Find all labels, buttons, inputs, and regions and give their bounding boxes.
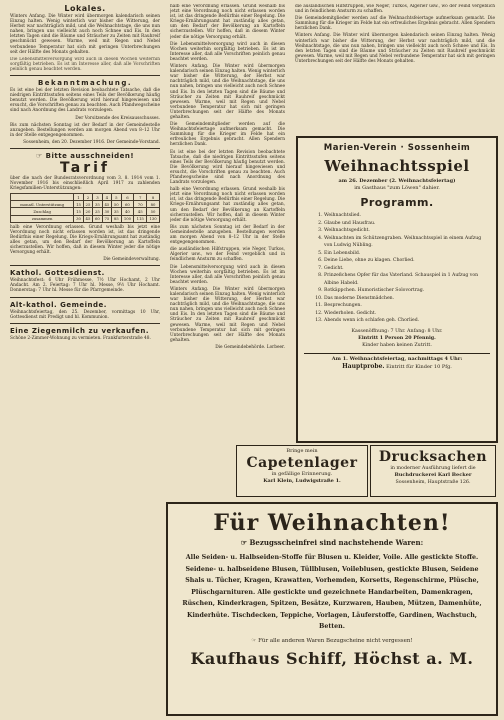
tarif-cell: 50 xyxy=(147,208,160,215)
tarif-head-cell: 3 xyxy=(93,194,102,201)
tarif-cell: 75 xyxy=(102,215,111,222)
bekanntmachung-sign: Der Vorsitzende des Kreisausschusses. xyxy=(75,115,160,121)
tarif-cell: 80 xyxy=(147,201,160,208)
tarif-cell: 115 xyxy=(134,215,147,222)
tapeten-name: Karl Klein, Ludwigstraße 1. xyxy=(263,478,341,484)
tarif-heading: Tarif xyxy=(60,159,110,176)
kasse-info: Kassenöffnung: 7 Uhr. Anfang: 8 Uhr. xyxy=(351,328,443,334)
middle-text-10: Winters Anfang. Die Winter wird übermorgen kalendarisch seinen Einzug halten. Wenig winterlich war bisher die Witterung, der Herbst war nachträglich mild, und die Weihnachtstage, die uns nun nahen, bringen uns vielleicht auch noch Schnee und Eis. In den letzten Tagen sind die Bäume und Sträucher zu Zeiten mit Rauhreif geschmückt gewesen. Warme, weil mit Regen und Nebel verbundene Temperatur hat sich mit geringen Unterbrechungen seit der Hälfte des Monats gehalten. xyxy=(170,286,285,343)
programm-item: 2. Glaube und Hausfrau. xyxy=(324,220,482,228)
programm-item: 13. Abends wenn ich schlafen geh. Chorlied. xyxy=(324,317,482,325)
lokales-text-repeat: Die Lebensmittelversorgung wird auch in diesen Wochen weiterhin sorgfältig betrieben. Es ist im Interesse aller, daß alle Vorschriften peinlich genau beachtet werden. xyxy=(10,56,160,72)
tarif-cell: 15 xyxy=(74,208,83,215)
tarif-cell: 45 xyxy=(102,201,111,208)
drucksachen-name: Buchdruckerei Karl Becker xyxy=(394,472,472,478)
tapeten-big: Capetenlager xyxy=(246,455,358,471)
drucksachen-ad xyxy=(370,445,496,497)
middle-text-9: Die Lebensmittelversorgung wird auch in diesen Wochen weiterhin sorgfältig betrieben. Es ist im Interesse aller, daß alle Vorschriften peinlich genau beachtet werden. xyxy=(170,264,285,285)
fuer-weihnachten-ad xyxy=(166,502,498,716)
middle-sign: Die Gemeindebehörde. Lorbeer. xyxy=(215,344,285,350)
programm-item: 12. Wiederholen. Gedicht. xyxy=(324,310,482,318)
drucksachen-addr: Sossenheim, Hauptstraße 126. xyxy=(395,480,471,485)
tarif-cell: monatl. Unterstützung xyxy=(11,201,74,208)
tarif-cell: 20 xyxy=(83,208,92,215)
tarif-note-text: halb eine Verordnung erlassen. Grund weshalb bis jetzt eine Verordnung noch nicht erlassen worden ist, ist das dringende Bedürfnis einer Regelung. Die Kriegs-Ernährungsamt hat zuständig alles getan, um den Bedarf der Bevölkerung an Kartoffeln sicherzustellen. Wir hoffen, daß in diesem Winter jeder die nötige Versorgung erhält. xyxy=(10,224,160,256)
tarif-row xyxy=(11,201,160,208)
programm-item: 3. Weihnachtsgedicht. xyxy=(324,227,482,235)
bitte-text: Bitte ausschneiden! xyxy=(45,151,135,160)
programm-item: 9. Rotkäppchen. Humoristischer Solovortrag. xyxy=(324,287,482,295)
hauptprobe-line xyxy=(298,363,496,371)
tarif-head-cell: 4 xyxy=(102,194,111,201)
weihnachtsspiel-title: Weihnachtsspiel xyxy=(324,157,470,175)
tarif-cell: Zuschlag xyxy=(11,208,74,215)
tarif-cell: 50 xyxy=(112,201,121,208)
tarif-cell: 30 xyxy=(102,208,111,215)
tarif-cell: 35 xyxy=(112,208,121,215)
kaufhaus-schiff: Kaufhaus Schiff, Höchst a. M. xyxy=(190,648,474,668)
tapetenlager-ad xyxy=(236,445,368,497)
waren-list: Alle Seiden- u. Halbseiden-Stoffe für Blusen u. Kleider, Voile. Alle gestickte Stoffe. Seidene- u. halbseidene Blusen, Tüllblusen, Voileblusen, gestickte Blusen, Seidene Shals u. Tücher, Kragen, Krawatten, Vorhemden, Korsetts, Regenschirme, Plüsche, Plüschgarnituren. Alle gestickte und gezeichnete Handarbeiten, Damenkragen, Rüschen, Kinderkragen, Spitzen, Besätze, Kurzwaren, Hauben, Mützen, Damenhüte, Kinderhüte. Tischdecken, Teppiche, Vorlagen, Läuferstoffe, Gardinen, Wachstuch, Betten. xyxy=(182,554,482,630)
tarif-head-cell xyxy=(11,194,74,201)
footnote-text: Für alle anderen Waren Bezugscheine nicht vergessen! xyxy=(258,637,413,644)
bekanntmachung-text-2: Bis zum nächsten Sonntag ist der Bedarf in der Gemeindestelle anzugeben. Bestellungen werden am morgen Abend von 8–12 Uhr in der Stelle entgegengenommen. xyxy=(10,122,160,138)
middle-text-4: Die Gemeindemitglieder werden auf die Weihnachtsfeiertage aufmerksam gemacht. Die Sammlung für die Krieger im Felde hat ein erfreuliches Ergebnis gebracht. Allen Spendern herzlichen Dank. xyxy=(170,122,285,148)
tarif-row xyxy=(11,208,160,215)
tarif-head-cell: 5 xyxy=(112,194,121,201)
tarif-cell: 100 xyxy=(121,215,134,222)
tarif-cell: 45 xyxy=(83,215,92,222)
hauptprobe-rest: Eintritt für Kinder 10 Pfg. xyxy=(386,363,452,370)
hauptprobe-label: Hauptprobe. xyxy=(342,362,385,370)
tarif-head-cell: 8 xyxy=(147,194,160,201)
middle-text-2: Die Lebensmittelversorgung wird auch in diesen Wochen weiterhin sorgfältig betrieben. Es ist im Interesse aller, daß alle Vorschriften peinlich genau beachtet werden. xyxy=(170,41,285,62)
column-right-text xyxy=(295,4,495,116)
tarif-head-cell: 2 xyxy=(83,194,92,201)
programm-item: 11. Besprechungen. xyxy=(324,302,482,310)
column-middle xyxy=(170,4,285,499)
programm-item: 8. Prinzeßchens Opfer für das Vaterland. Schauspiel in 1 Aufzug von Albine Habeld. xyxy=(324,272,482,287)
bekanntmachung-heading: Bekanntmachung. xyxy=(37,79,133,88)
column-left xyxy=(10,4,160,343)
bezugsscheinfrei-line xyxy=(168,538,496,548)
fuer-weihnachten-title: Für Weihnachten! xyxy=(213,510,451,536)
middle-text-8: die ausländischen Hilfstruppen, wie Neger, Turkos, Algerier usw., wo der Feind vergeblich und in feindlichem Ansturm zu schaffen. xyxy=(170,247,285,263)
tarif-cell: 130 xyxy=(147,215,160,222)
lokales-heading: Lokales. xyxy=(64,4,106,13)
middle-text-1: halb eine Verordnung erlassen. Grund weshalb bis jetzt eine Verordnung noch nicht erlassen worden ist, ist das dringende Bedürfnis einer Regelung. Die Kriegs-Ernährungsamt hat zuständig alles getan, um den Bedarf der Bevölkerung an Kartoffeln sicherzustellen. Wir hoffen, daß in diesem Winter jeder die nötige Versorgung erhält. xyxy=(170,4,285,40)
programm-heading: Programm. xyxy=(360,196,434,209)
tarif-header-row xyxy=(11,194,160,201)
tarif-cell: 35 xyxy=(93,201,102,208)
middle-text-5: Es ist eine bei der letzten Revision beobachtete Tatsache, daß die niedrigen Eintrittsstufen seitens eines Teils der Bevölkerung häufig benutzt werden. Die Bevölkerung wird hierauf hingewiesen und ersucht, die Vorschriften genau zu beachten. Auch Pfandwegscheine sind nach Anordnung des Landrats vorzulegen. xyxy=(170,149,285,186)
pointing-hand-icon: ☞ xyxy=(240,538,248,547)
lokales-text: Winters Anfang. Die Winter wird übermorgen kalendarisch seinen Einzug halten. Wenig winterlich war bisher die Witterung, der Herbst war nachträglich mild, und die Weihnachtstage, die uns nun nahen, bringen uns vielleicht auch noch Schnee und Eis. In den letzten Tagen sind die Bäume und Sträucher zu Zeiten mit Rauhreif geschmückt gewesen. Warme, weil mit Regen und Nebel verbundene Temperatur hat sich mit geringen Unterbrechungen seit der Hälfte des Monats gehalten. xyxy=(10,14,160,55)
drucksachen-big: Drucksachen xyxy=(378,449,488,465)
programm-item: 5. Ein Lebensbild. xyxy=(324,250,482,258)
programm-item: 4. Weihnachten im Schützengraben. Weihnachtsspiel in einem Aufzug von Ludwig Nübling. xyxy=(324,235,482,250)
right-text-1: die ausländischen Hilfstruppen, wie Neger, Turkos, Algerier usw., wo der Feind vergeblich und in feindlichem Ansturm zu schaffen. xyxy=(295,4,495,15)
tarif-cell: 85 xyxy=(112,215,121,222)
altkath-heading: Alt-kathol. Gemeinde. xyxy=(10,300,107,309)
marien-verein-title: Marien-Verein · Sossenheim xyxy=(323,143,471,153)
tarif-text: über die nach der Bundesratsverordnung vom 3. 8. 1914 vom 1. November 1916 bis einschließlich April 1917 zu zahlenden Kriegsfamilien-Unterstützungen: xyxy=(10,175,160,192)
tarif-cell: 40 xyxy=(121,208,134,215)
altkath-text: Weihnachtsfeiertag, den 25. Dezember, vormittags 10 Uhr, Gottesdienst mit Predigt und hl. Kommunion. xyxy=(10,309,160,320)
tarif-row xyxy=(11,215,160,222)
tarif-table xyxy=(10,193,160,222)
programm-list xyxy=(312,212,482,325)
marien-verein-ad xyxy=(296,136,498,443)
weihnachtsspiel-place: im Gasthaus "zum Löwen" dahier. xyxy=(354,185,440,191)
ziege-heading: Eine Ziegenmilch zu verkaufen. xyxy=(10,326,150,335)
tarif-cell: 15 xyxy=(74,201,83,208)
hauptprobe-date: Am 1. Weihnachtsfeiertag, nachmittags 4 Uhr: xyxy=(331,355,463,362)
middle-text-6: halb eine Verordnung erlassen. Grund weshalb bis jetzt eine Verordnung noch nicht erlassen worden ist, ist das dringende Bedürfnis einer Regelung. Die Kriegs-Ernährungsamt hat zuständig alles getan, um den Bedarf der Bevölkerung an Kartoffeln sicherzustellen. Wir hoffen, daß in diesem Winter jeder die nötige Versorgung erhält. xyxy=(170,187,285,223)
wohnung-text: Schöne 2-Zimmer-Wohnung zu vermieten. Frankfurterstraße 48. xyxy=(10,335,151,341)
tarif-cell: 25 xyxy=(93,208,102,215)
middle-text-3: Winters Anfang. Die Winter wird übermorgen kalendarisch seinen Einzug halten. Wenig winterlich war bisher die Witterung, der Herbst war nachträglich mild, und die Weihnachtstage, die uns nun nahen, bringen uns vielleicht auch noch Schnee und Eis. In den letzten Tagen sind die Bäume und Sträucher zu Zeiten mit Rauhreif geschmückt gewesen. Warme, weil mit Regen und Nebel verbundene Temperatur hat sich mit geringen Unterbrechungen seit der Hälfte des Monats gehalten. xyxy=(170,64,285,120)
programm-item: 6. Deine Liebe, ohne zu klagen. Chorlied. xyxy=(324,257,482,265)
middle-text-7: Bis zum nächsten Sonntag ist der Bedarf in der Gemeindestelle anzugeben. Bestellungen werden am morgen Abend von 8–12 Uhr in der Stelle entgegengenommen. xyxy=(170,224,285,246)
tarif-note: Die Gemeindeverwaltung. xyxy=(103,257,160,263)
eintritt-info: Eintritt 1 Person 20 Pfennig. xyxy=(358,334,436,341)
tarif-cell: 60 xyxy=(121,201,134,208)
tapeten-sub: in gefällige Erinnerung. xyxy=(271,471,333,477)
right-text-2: Die Gemeindemitglieder werden auf die Weihnachtsfeiertage aufmerksam gemacht. Die Sammlung für die Krieger im Felde hat ein erfreuliches Ergebnis gebracht. Allen Spendern herzlichen Dank. xyxy=(295,16,495,32)
kath-text: Weihnachtsfest: 6 Uhr Frühmesse, 7½ Uhr Hochamt, 2 Uhr Andacht. Am 2. Feiertag: 7 Uhr hl. Messe, 9½ Uhr Hochamt. Donnerstag: 7 Uhr hl. Messe für die Pfarrgemeinde. xyxy=(10,278,160,294)
programm-item: 7. Gedicht. xyxy=(324,265,482,273)
bezugsscheinfrei-text: Bezugsscheinfrei sind nachstehende Waren: xyxy=(249,538,424,547)
programm-item: 10. Das moderne Dienstmädchen. xyxy=(324,295,482,303)
tarif-cell: 60 xyxy=(93,215,102,222)
tarif-cell: 70 xyxy=(134,201,147,208)
tarif-head-cell: 1 xyxy=(74,194,83,201)
footnote-line xyxy=(168,637,496,646)
tarif-cell: 45 xyxy=(134,208,147,215)
tapeten-top: Bringe mein xyxy=(286,448,318,454)
bekanntmachung-sign-2: Sossenheim, den 20. Dezember 1916. Der Gemeinde-Vorstand. xyxy=(23,139,160,145)
tarif-cell: 30 xyxy=(74,215,83,222)
tarif-head-cell: 6 xyxy=(121,194,134,201)
drucksachen-sub: in moderner Ausführung liefert die xyxy=(390,466,476,471)
kath-heading: Kathol. Gottesdienst. xyxy=(10,269,105,278)
bekanntmachung-text: Es ist eine bei der letzten Revision beobachtete Tatsache, daß die niedrigen Eintrittsstufen seitens eines Teils der Bevölkerung häufig benutzt werden. Die Bevölkerung wird hierauf hingewiesen und ersucht, die Vorschriften genau zu beachten. Auch Pfandwegscheine sind nach Anordnung des Landrats vorzulegen. xyxy=(10,88,160,114)
pointing-hand-icon: ☞ xyxy=(251,637,257,644)
right-text-3: Winters Anfang. Die Winter wird übermorgen kalendarisch seinen Einzug halten. Wenig winterlich war bisher die Witterung, der Herbst war nachträglich mild, und die Weihnachtstage, die uns nun nahen, bringen uns vielleicht auch noch Schnee und Eis. In den letzten Tagen sind die Bäume und Sträucher zu Zeiten mit Rauhreif geschmückt gewesen. Warme, weil mit Regen und Nebel verbundene Temperatur hat sich mit geringen Unterbrechungen seit der Hälfte des Monats gehalten. xyxy=(295,33,495,64)
bitte-ausschneiden: ☞ Bitte ausschneiden! xyxy=(35,151,135,160)
programm-item: 1. Weihnachtslied. xyxy=(324,212,482,220)
kinder-info: Kinder haben keinen Zutritt. xyxy=(362,342,432,348)
tarif-cell: 25 xyxy=(83,201,92,208)
tarif-cell: zusammen xyxy=(11,215,74,222)
weihnachtsspiel-date: am 26. Dezember (2. Weihnachtsfeiertag) xyxy=(338,178,456,184)
tarif-head-cell: 7 xyxy=(134,194,147,201)
